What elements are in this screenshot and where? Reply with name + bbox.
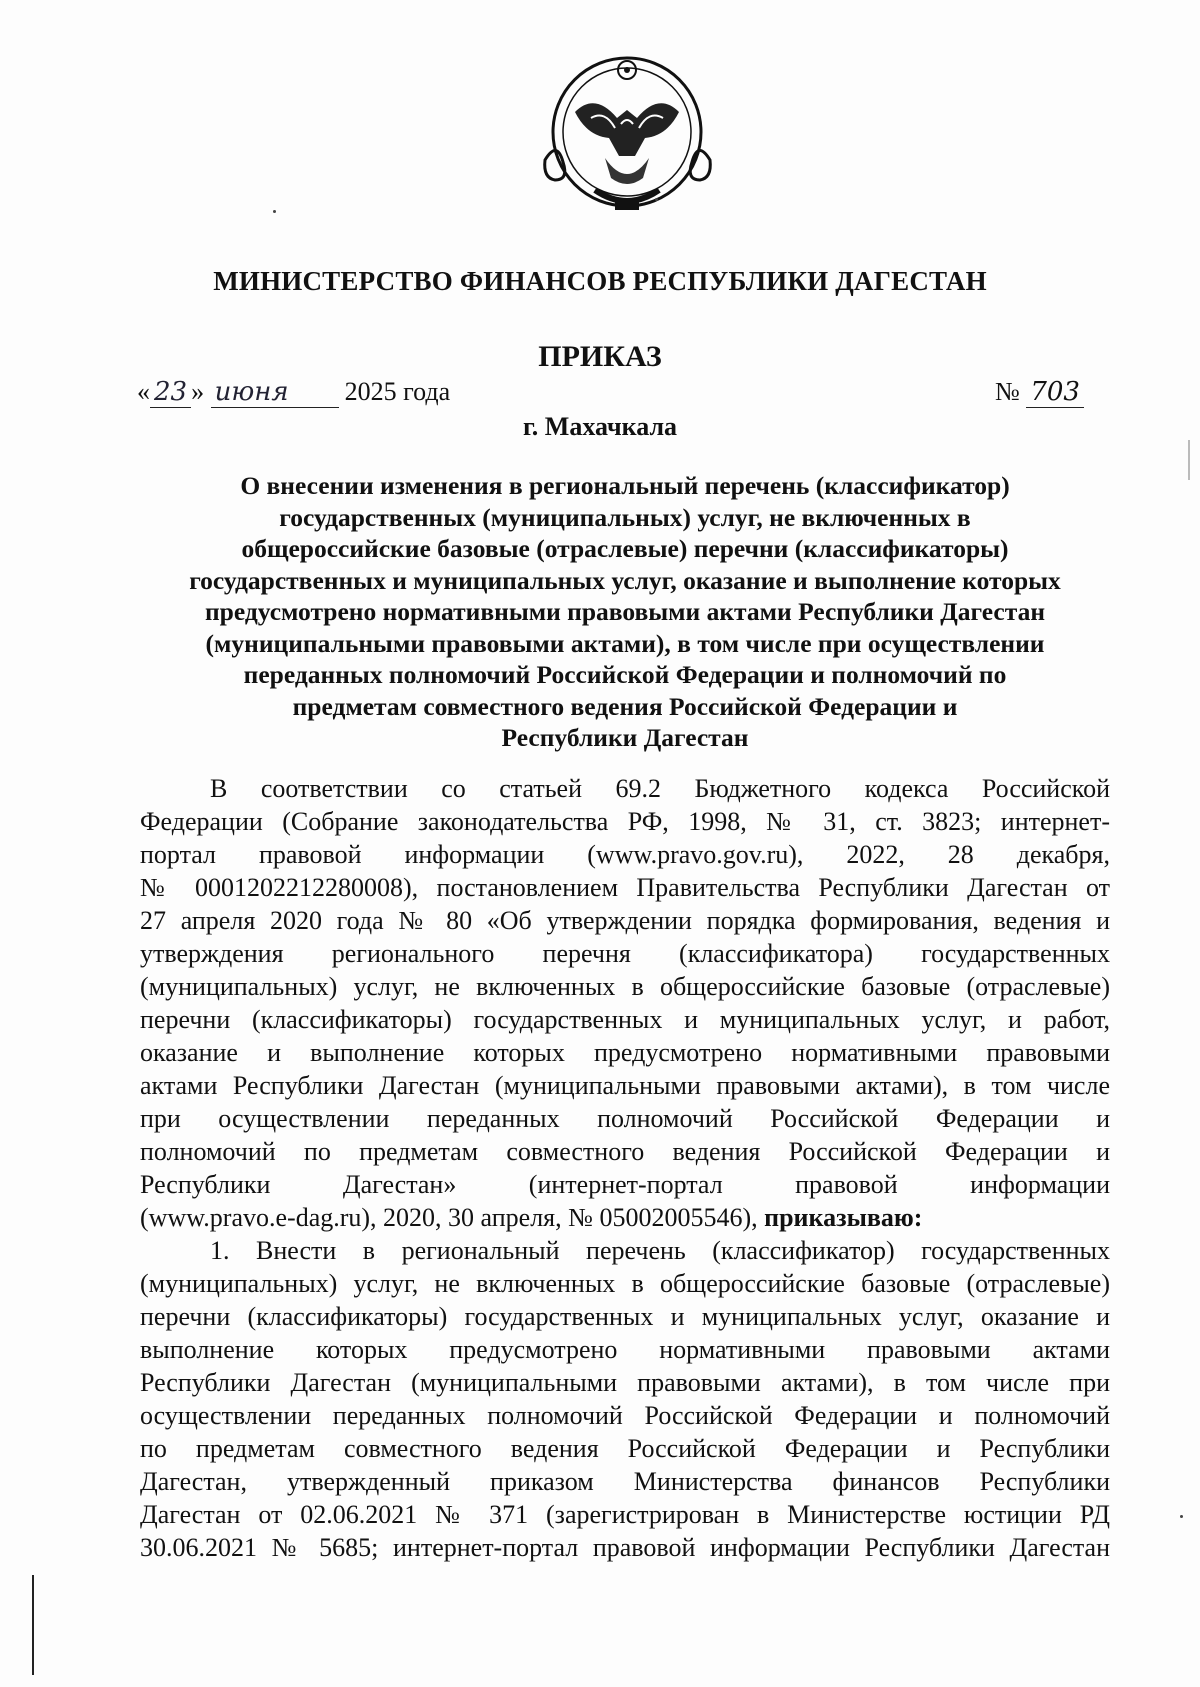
date-day: 23 [150,377,191,408]
number-value: 703 [1026,377,1084,408]
body-line: перечни (классификаторы) государственных и муниципальных услуг, оказание и [140,1302,1110,1331]
body-line: (муниципальных) услуг, не включенных в общероссийские базовые (отраслевые) [140,972,1110,1001]
title-line: О внесении изменения в региональный перечень (классификатор) [240,471,1010,500]
body-line: при осуществлении переданных полномочий Российской Федерации и [140,1104,1110,1133]
scan-edge-mark [32,1575,34,1675]
body-line: выполнение которых предусмотрено нормативными правовыми актами [140,1335,1110,1364]
order-verb: приказываю: [764,1203,923,1232]
body-line: оказание и выполнение которых предусмотрено нормативными правовыми [140,1038,1110,1067]
body-line: 1. Внести в региональный перечень (классификатор) государственных [210,1236,1110,1265]
dagestan-coat-of-arms-icon [535,40,720,225]
body-line-last [140,1201,1110,1234]
title-line: Республики Дагестан [501,723,749,752]
ministry-name: МИНИСТЕРСТВО ФИНАНСОВ РЕСПУБЛИКИ ДАГЕСТАН [213,266,987,296]
paragraph1-last-text: (www.pravo.e-dag.ru), 2020, 30 апреля, № 05002005546), [140,1203,765,1232]
date-year: 2025 года [344,377,451,406]
title-line: предметам совместного ведения Российской Федерации и [292,691,958,721]
body-line: портал правовой информации (www.pravo.gov.ru), 2022, 28 декабря, [140,840,1110,869]
body-line: утверждения регионального перечня (классификатора) государственных [140,939,1110,968]
body-line: № 0001202212280008), постановлением Правительства Республики Дагестан от [140,873,1110,902]
order-number [995,377,1084,408]
order-date [137,377,450,408]
scan-speck [273,210,276,213]
title-line: переданных полномочий Российской Федерации и полномочий по [243,660,1007,689]
body-line: Республики Дагестан» (интернет-портал правовой информации [140,1170,1110,1199]
body-line: актами Республики Дагестан (муниципальными правовыми актами), в том числе [140,1071,1110,1100]
body-line: 30.06.2021 № 5685; интернет-портал правовой информации Республики Дагестан [140,1533,1110,1562]
title-line: предусмотрено нормативными правовыми актами Республики Дагестан [204,597,1046,626]
scan-speck [655,198,658,201]
body-line: 27 апреля 2020 года № 80 «Об утверждении порядка формирования, ведения и [140,906,1110,935]
order-title [140,470,1110,754]
body-line: осуществлении переданных полномочий Российской Федерации и полномочий [140,1401,1110,1430]
title-line: общероссийские базовые (отраслевые) перечни (классификаторы) [241,534,1009,563]
title-line: (муниципальными правовыми актами), в том числе при осуществлении [205,628,1045,658]
city: г. Махачкала [522,412,678,441]
number-label: № [995,377,1020,406]
scan-speck [1180,1515,1183,1518]
body-line: по предметам совместного ведения Российской Федерации и Республики [140,1434,1110,1463]
title-line: государственных (муниципальных) услуг, не включенных в [279,502,971,532]
date-open-quote: « [137,377,150,406]
scan-edge-mark [1188,440,1190,480]
body-line: полномочий по предметам совместного ведения Российской Федерации и [140,1137,1110,1166]
body-line: Федерации (Собрание законодательства РФ, 1998, № 31, ст. 3823; интернет- [140,807,1110,836]
date-month: июня [211,377,339,408]
document-type: ПРИКАЗ [538,340,662,373]
body-line: Дагестан от 02.06.2021 № 371 (зарегистрирован в Министерстве юстиции РД [140,1500,1110,1529]
body-line: Дагестан, утвержденный приказом Министерства финансов Республики [140,1467,1110,1496]
body-line: В соответствии со статьей 69.2 Бюджетного кодекса Российской [210,774,1110,803]
body-line: перечни (классификаторы) государственных и муниципальных услуг, и работ, [140,1005,1110,1034]
order-body [140,772,1110,1564]
body-line: (муниципальных) услуг, не включенных в общероссийские базовые (отраслевые) [140,1269,1110,1298]
body-line: Республики Дагестан (муниципальными правовыми актами), в том числе при [140,1368,1110,1397]
date-close-quote: » [191,377,205,406]
title-line: государственных и муниципальных услуг, оказание и выполнение которых [189,565,1061,595]
